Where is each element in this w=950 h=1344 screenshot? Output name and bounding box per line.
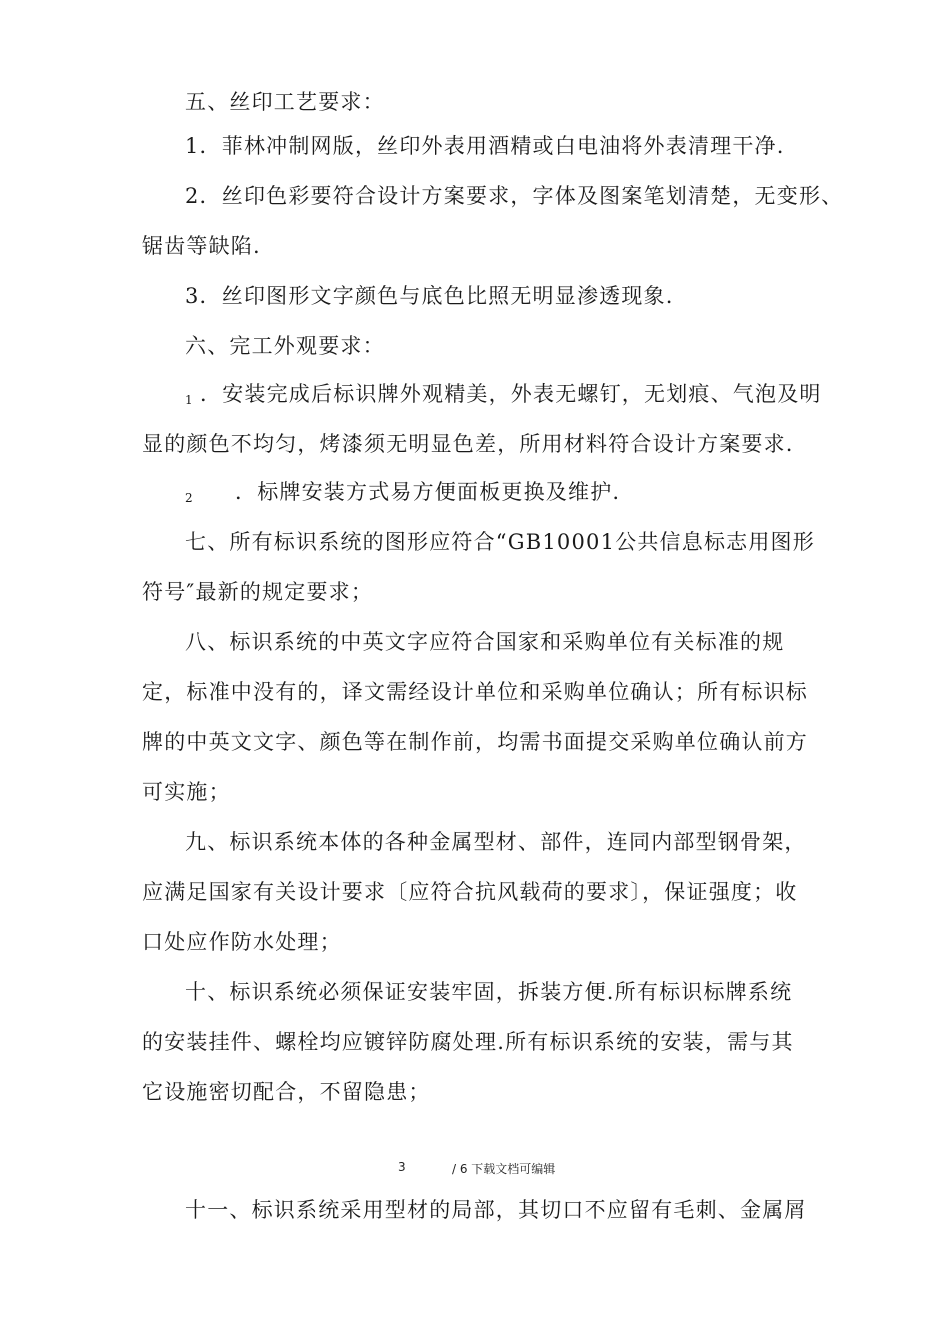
paragraph-line: 2．丝印色彩要符合设计方案要求，字体及图案笔划清楚，无变形、 — [185, 184, 844, 208]
paragraph-line: 口处应作防水处理； — [142, 930, 342, 954]
paragraph-line: 应满足国家有关设计要求〔应符合抗风载荷的要求〕，保证强度；收 — [142, 880, 798, 904]
page-number: 3 — [398, 1160, 406, 1174]
section-9-line: 九、标识系统本体的各种金属型材、部件，连同内部型钢骨架， — [185, 830, 807, 854]
paragraph-line: ．安装完成后标识牌外观精美，外表无螺钉，无划痕、气泡及明 — [200, 382, 822, 406]
paragraph-line: 1．菲林冲制网版，丝印外表用酒精或白电油将外表清理干净. — [185, 134, 785, 158]
paragraph-line: 显的颜色不均匀，烤漆须无明显色差，所用材料符合设计方案要求. — [142, 432, 794, 456]
paragraph-line: 3．丝印图形文字颜色与底色比照无明显渗透现象. — [185, 284, 674, 308]
section-8-line: 八、标识系统的中英文字应符合国家和采购单位有关标准的规 — [185, 630, 785, 654]
paragraph-line: 可实施； — [142, 780, 231, 804]
section-11-line: 十一、标识系统采用型材的局部，其切口不应留有毛刺、金属屑 — [185, 1198, 807, 1222]
paragraph-line: 定，标准中没有的，译文需经设计单位和采购单位确认；所有标识标 — [142, 680, 808, 704]
paragraph-line: 它设施密切配合，不留隐患； — [142, 1080, 431, 1104]
paragraph-line: 符号″最新的规定要求； — [142, 580, 374, 604]
paragraph-line: 牌的中英文文字、颜色等在制作前，均需书面提交采购单位确认前方 — [142, 730, 808, 754]
section-10-line: 十、标识系统必须保证安装牢固，拆装方便.所有标识标牌系统 — [185, 980, 793, 1004]
section-5-heading: 五、丝印工艺要求： — [185, 90, 385, 114]
paragraph-line: ．标牌安装方式易方便面板更换及维护. — [235, 480, 621, 504]
list-number: 2 — [185, 491, 194, 505]
list-number: 1 — [185, 393, 194, 407]
paragraph-line: 的安装挂件、螺栓均应镀锌防腐处理.所有标识系统的安装，需与其 — [142, 1030, 794, 1054]
section-7-line: 七、所有标识系统的图形应符合“GB10001公共信息标志用图形 — [185, 530, 815, 554]
page-info: / 6 下载文档可编辑 — [452, 1162, 556, 1176]
section-6-heading: 六、完工外观要求： — [185, 334, 385, 358]
paragraph-line: 锯齿等缺陷. — [142, 234, 261, 258]
